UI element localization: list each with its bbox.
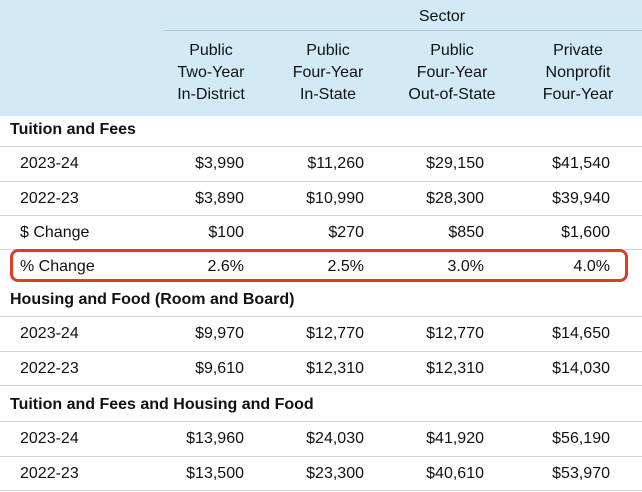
column-header-public-four-year-in-state <box>280 40 376 106</box>
cell-value: $11,260 <box>307 155 364 172</box>
cell-value: $270 <box>328 224 364 241</box>
table-row <box>0 182 642 216</box>
table-row <box>0 216 642 250</box>
row-divider <box>0 385 642 386</box>
cell-value: $10,990 <box>306 190 364 207</box>
column-header-line: Four-Year <box>292 64 364 81</box>
sector-divider <box>164 30 642 31</box>
column-header-line: In-State <box>299 86 357 103</box>
cell-value: $14,650 <box>552 325 610 342</box>
cell-value: $41,540 <box>552 155 610 172</box>
column-header-public-four-year-out-of-state <box>396 40 508 106</box>
column-header-line: Four-Year <box>542 86 614 103</box>
cell-value: $3,890 <box>195 190 244 207</box>
cell-value: $40,610 <box>426 465 484 482</box>
column-header-line: Public <box>306 42 350 59</box>
cell-value: 2.6% <box>207 258 244 275</box>
cell-value: $28,300 <box>426 190 484 207</box>
section-title-tuition: Tuition and Fees <box>10 121 136 138</box>
cell-value: $39,940 <box>552 190 610 207</box>
row-label: 2022-23 <box>20 465 79 482</box>
cell-value: $29,150 <box>426 155 484 172</box>
column-header-line: Private <box>553 42 603 59</box>
cell-value: $12,770 <box>426 325 484 342</box>
row-label: 2022-23 <box>20 360 79 377</box>
cell-value: $12,770 <box>306 325 364 342</box>
column-header-line: In-District <box>177 86 245 103</box>
row-label: 2023-24 <box>20 430 79 447</box>
table-row <box>0 352 642 386</box>
section-title-housing: Housing and Food (Room and Board) <box>10 291 295 308</box>
cell-value: $53,970 <box>552 465 610 482</box>
cell-value: $13,500 <box>186 465 244 482</box>
row-label: 2022-23 <box>20 190 79 207</box>
row-label: % Change <box>20 258 95 275</box>
cell-value: $24,030 <box>306 430 364 447</box>
column-header-private-nonprofit <box>528 40 628 106</box>
cell-value: $9,970 <box>195 325 244 342</box>
column-header-line: Four-Year <box>416 64 488 81</box>
sector-label: Sector <box>418 8 466 25</box>
column-header-line: Two-Year <box>177 64 245 81</box>
cell-value: 3.0% <box>447 258 484 275</box>
section-title-combined: Tuition and Fees and Housing and Food <box>10 396 314 413</box>
cell-value: $56,190 <box>552 430 610 447</box>
cell-value: $9,610 <box>195 360 244 377</box>
cell-value: $12,310 <box>426 360 484 377</box>
cell-value: $13,960 <box>186 430 244 447</box>
cell-value: $41,920 <box>426 430 484 447</box>
cell-value: $100 <box>208 224 244 241</box>
column-header-line: Out-of-State <box>408 86 496 103</box>
column-header-public-two-year <box>164 40 258 106</box>
cell-value: $1,600 <box>561 224 610 241</box>
cell-value: $850 <box>448 224 484 241</box>
table-row <box>0 147 642 181</box>
table-row <box>0 317 642 351</box>
table-row <box>0 457 642 491</box>
highlight-outline <box>10 249 628 282</box>
column-header-line: Public <box>189 42 233 59</box>
cell-value: $3,990 <box>195 155 244 172</box>
row-label: 2023-24 <box>20 155 79 172</box>
table-header <box>0 0 642 116</box>
cell-value: $23,300 <box>306 465 364 482</box>
row-label: 2023-24 <box>20 325 79 342</box>
column-header-line: Nonprofit <box>545 64 611 81</box>
row-divider <box>0 490 642 491</box>
column-header-line: Public <box>430 42 474 59</box>
cell-value: $14,030 <box>552 360 610 377</box>
cell-value: $12,310 <box>306 360 364 377</box>
cell-value: 4.0% <box>573 258 610 275</box>
cell-value: 2.5% <box>327 258 364 275</box>
table-row <box>0 422 642 456</box>
row-label: $ Change <box>20 224 90 241</box>
